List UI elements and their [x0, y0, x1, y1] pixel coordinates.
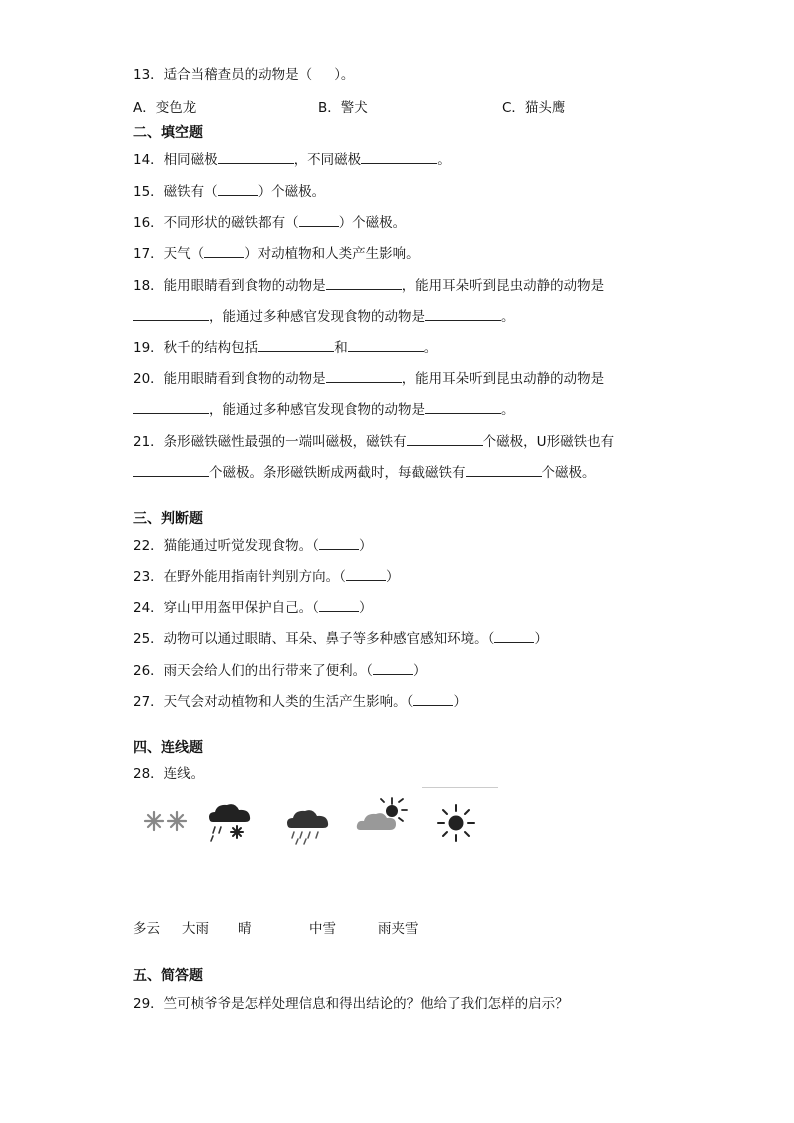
blank[interactable] [326, 369, 402, 383]
blank[interactable] [258, 338, 334, 352]
blank[interactable] [425, 307, 501, 321]
blank[interactable] [218, 150, 294, 164]
blank[interactable] [133, 307, 209, 321]
snowflakes-icon[interactable] [140, 806, 192, 836]
question-15: 15．磁铁有（ ）个磁极。 [133, 184, 326, 200]
blank[interactable] [348, 338, 424, 352]
blank[interactable] [133, 400, 209, 414]
blank[interactable] [218, 182, 258, 196]
question-17: 17．天气（ ）对动植物和人类产生影响。 [133, 246, 420, 262]
label-heavy-rain[interactable]: 大雨 [182, 921, 209, 937]
question-20-cont: ，能通过多种感官发现食物的动物是 。 [133, 400, 515, 419]
question-25: 25．动物可以通过眼睛、耳朵、鼻子等多种感官感知环境。（ ） [133, 631, 548, 647]
label-sunny[interactable]: 晴 [238, 921, 252, 937]
option-b[interactable]: B．警犬 [318, 100, 368, 116]
blank[interactable] [361, 150, 437, 164]
label-sleet[interactable]: 雨夹雪 [378, 921, 419, 937]
question-20: 20．能用眼睛看到食物的动物是 ，能用耳朵听到昆虫动静的动物是 [133, 371, 605, 387]
blank[interactable] [299, 213, 339, 227]
question-21-cont: 个磁极。条形磁铁断成两截时，每截磁铁有 个磁极。 [133, 463, 596, 482]
question-29: 29．竺可桢爷爷是怎样处理信息和得出结论的？他给了我们怎样的启示？ [133, 996, 569, 1012]
question-27: 27．天气会对动植物和人类的生活产生影响。（ ） [133, 694, 467, 710]
sun-icon[interactable] [436, 803, 476, 843]
label-moderate-snow[interactable]: 中雪 [309, 921, 336, 937]
blank[interactable] [326, 276, 402, 290]
option-c[interactable]: C．猫头鹰 [502, 100, 566, 116]
section-matching: 四、连线题 [133, 740, 203, 756]
question-13-text: 13．适合当稽查员的动物是（ [133, 67, 313, 83]
blank[interactable] [466, 463, 542, 477]
partly-cloudy-icon[interactable] [356, 796, 408, 836]
question-23: 23．在野外能用指南针判别方向。（ ） [133, 569, 400, 585]
divider [422, 787, 498, 788]
section-fill-in: 二、填空题 [133, 125, 203, 141]
blank[interactable] [407, 432, 483, 446]
question-22: 22．猫能通过听觉发现食物。（ ） [133, 538, 373, 554]
rain-cloud-icon[interactable] [285, 806, 335, 846]
blank[interactable] [425, 400, 501, 414]
blank[interactable] [373, 661, 413, 675]
blank[interactable] [494, 629, 534, 643]
blank[interactable] [319, 598, 359, 612]
question-16: 16．不同形状的磁铁都有（ ）个磁极。 [133, 215, 407, 231]
blank[interactable] [133, 463, 209, 477]
blank[interactable] [319, 536, 359, 550]
blank[interactable] [413, 692, 453, 706]
sleet-cloud-icon[interactable] [205, 800, 257, 844]
section-short-answer: 五、简答题 [133, 968, 203, 984]
question-28: 28．连线。 [133, 766, 205, 782]
blank[interactable] [346, 567, 386, 581]
question-19: 19．秋千的结构包括 和 。 [133, 340, 438, 356]
question-18-cont: ，能通过多种感官发现食物的动物是 。 [133, 307, 515, 326]
section-true-false: 三、判断题 [133, 511, 203, 527]
question-26: 26．雨天会给人们的出行带来了便利。（ ） [133, 663, 427, 679]
question-21: 21．条形磁铁磁性最强的一端叫磁极，磁铁有 个磁极，U形磁铁也有 [133, 434, 615, 450]
question-24: 24．穿山甲用盔甲保护自己。（ ） [133, 600, 373, 616]
label-cloudy[interactable]: 多云 [133, 921, 160, 937]
question-18: 18．能用眼睛看到食物的动物是 ，能用耳朵听到昆虫动静的动物是 [133, 278, 605, 294]
question-13: 13．适合当稽查员的动物是（ ）。 [133, 67, 355, 83]
question-14: 14．相同磁极 ，不同磁极 。 [133, 152, 451, 168]
blank[interactable] [204, 244, 244, 258]
option-a[interactable]: A．变色龙 [133, 100, 197, 116]
